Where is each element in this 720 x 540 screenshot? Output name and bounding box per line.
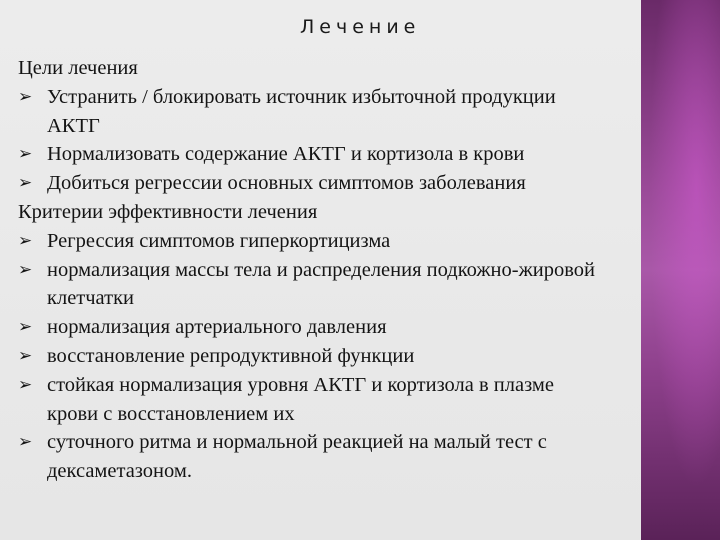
section-heading: Критерии эффективности лечения: [18, 200, 318, 223]
arrow-bullet-icon: ➢: [18, 86, 33, 107]
list-item-text: крови с восстановлением их: [47, 402, 295, 425]
arrow-bullet-icon: ➢: [18, 345, 33, 366]
section-criteria: [18, 198, 708, 486]
list-item: [18, 169, 708, 198]
list-item: [18, 342, 708, 371]
list-item-text: клетчатки: [47, 287, 135, 310]
slide-title: Лечение: [300, 16, 421, 38]
arrow-bullet-icon: ➢: [18, 432, 33, 453]
list-item: [18, 313, 708, 342]
arrow-bullet-icon: ➢: [18, 374, 33, 395]
list-item-text: нормализация массы тела и распределения подкожно-жировой: [47, 258, 595, 281]
list-item-text: восстановление репродуктивной функции: [47, 344, 415, 367]
arrow-bullet-icon: ➢: [18, 144, 33, 165]
list-item: [18, 140, 708, 169]
arrow-bullet-icon: ➢: [18, 173, 33, 194]
section-goals: [18, 54, 708, 198]
list-item-text: нормализация артериального давления: [47, 316, 387, 339]
list-item-text: Устранить / блокировать источник избыточной продукции: [47, 85, 556, 108]
list-item: [18, 371, 708, 429]
arrow-bullet-icon: ➢: [18, 317, 33, 338]
list-item-text: суточного ритма и нормальной реакцией на малый тест с: [47, 431, 547, 454]
slide-content: [18, 54, 708, 486]
list-item-text: Нормализовать содержание АКТГ и кортизола в крови: [47, 143, 525, 166]
list-item: [18, 428, 708, 486]
list-item-text: АКТГ: [47, 114, 100, 137]
list-item-text: дексаметазоном.: [47, 460, 192, 483]
list-item-text: стойкая нормализация уровня АКТГ и кортизола в плазме: [47, 373, 554, 396]
arrow-bullet-icon: ➢: [18, 259, 33, 280]
list-item: [18, 227, 708, 256]
list-item: [18, 256, 708, 314]
list-item: [18, 83, 708, 141]
list-item-text: Регрессия симптомов гиперкортицизма: [47, 229, 391, 252]
list-item-text: Добиться регрессии основных симптомов заболевания: [47, 172, 526, 195]
arrow-bullet-icon: ➢: [18, 230, 33, 251]
section-heading: Цели лечения: [18, 57, 138, 79]
